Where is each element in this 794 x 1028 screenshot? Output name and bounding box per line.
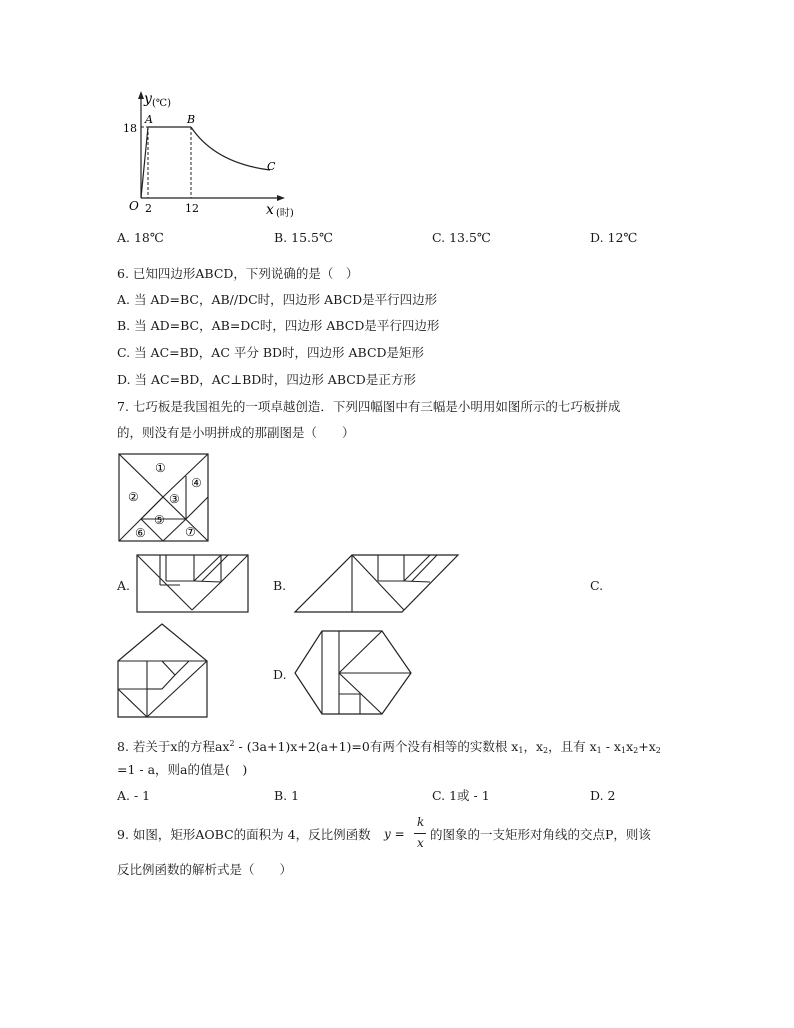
curve-bc bbox=[191, 127, 270, 170]
tangram-square bbox=[118, 453, 210, 543]
q8-sub-5: 2 bbox=[633, 746, 639, 755]
line-oa bbox=[141, 127, 148, 198]
q8-sub-6: 2 bbox=[655, 746, 661, 755]
q7-figure-a[interactable] bbox=[136, 554, 250, 614]
x-axis-arrow bbox=[277, 195, 285, 201]
q8-text-3: ，x bbox=[523, 739, 544, 754]
q7-figure-b[interactable] bbox=[294, 554, 460, 614]
q8-text-6: x bbox=[626, 739, 634, 754]
piece-7-label: ⑦ bbox=[185, 525, 196, 539]
q9-denominator: x bbox=[417, 836, 424, 850]
q9-stem-line2: 反比例函数的解析式是（ ） bbox=[117, 862, 293, 877]
q9-stem-part2: 的图象的一支矩形对角线的交点P，则该 bbox=[430, 827, 651, 842]
q6-option-b[interactable]: B. 当 AD=BC，AB=DC时，四边形 ABCD是平行四边形 bbox=[117, 318, 440, 333]
point-c-label: C bbox=[267, 160, 276, 173]
y-axis-label: y bbox=[144, 91, 152, 107]
q8-sub-4: 1 bbox=[620, 746, 627, 755]
x-unit-label: (时) bbox=[276, 208, 294, 219]
q8-sub-3: 1 bbox=[596, 746, 602, 755]
piece-4-label: ④ bbox=[191, 476, 202, 490]
q8-option-a[interactable]: A. - 1 bbox=[117, 788, 151, 803]
q7-stem-line1: 7. 七巧板是我国祖先的一项卓越创造．下列四幅图中有三幅是小明用如图所示的七巧板拼成 bbox=[117, 399, 621, 414]
q8-option-b[interactable]: B. 1 bbox=[274, 788, 300, 803]
q6-stem: 6. 已知四边形ABCD，下列说确的是（ ） bbox=[117, 266, 359, 281]
q7-figure-d[interactable] bbox=[294, 630, 414, 716]
piece-3-label: ③ bbox=[169, 492, 180, 506]
x-axis-label: x bbox=[266, 202, 274, 218]
q8-text-7: +x bbox=[638, 739, 656, 754]
q8-text-2: - (3a+1)x+2(a+1)=0有两个没有相等的实数根 x bbox=[234, 739, 519, 754]
q7-label-d[interactable]: D. bbox=[273, 667, 287, 682]
q8-sq: 2 bbox=[229, 739, 235, 748]
point-b-label: B bbox=[187, 113, 196, 126]
q7-label-b[interactable]: B. bbox=[273, 578, 287, 593]
q7-label-c[interactable]: C. bbox=[590, 578, 604, 593]
q9-numerator: k bbox=[417, 815, 425, 829]
q9-stem-part1: 9. 如图，矩形AOBC的面积为 4，反比例函数 bbox=[117, 827, 371, 842]
q7-label-a[interactable]: A. bbox=[117, 578, 131, 593]
q5-option-b[interactable]: B. 15.5℃ bbox=[274, 230, 333, 245]
q5-option-a[interactable]: A. 18℃ bbox=[117, 230, 164, 245]
q6-option-d[interactable]: D. 当 AC=BD，AC⊥BD时，四边形 ABCD是正方形 bbox=[117, 372, 416, 387]
q5-option-d[interactable]: D. 12℃ bbox=[590, 230, 638, 245]
temperature-graph bbox=[110, 88, 310, 223]
q8-text-1: 8. 若关于x的方程ax bbox=[117, 739, 230, 754]
origin-label: O bbox=[129, 199, 139, 213]
q7-stem-line2: 的，则没有是小明拼成的那副图是（ ） bbox=[117, 425, 355, 440]
q5-option-c[interactable]: C. 13.5℃ bbox=[432, 230, 491, 245]
q8-option-d[interactable]: D. 2 bbox=[590, 788, 616, 803]
point-a-label: A bbox=[145, 113, 153, 126]
piece-6-label: ⑥ bbox=[135, 526, 146, 540]
x-tick-12: 12 bbox=[185, 202, 199, 215]
q8-option-c[interactable]: C. 1或 - 1 bbox=[432, 788, 490, 803]
piece-1-label: ① bbox=[155, 461, 166, 475]
q8-text-4: ，且有 x bbox=[548, 739, 597, 754]
q8-stem-line2: =1 - a，则a的值是( ) bbox=[117, 762, 248, 777]
y-tick-18: 18 bbox=[123, 122, 137, 135]
q9-fraction-bar bbox=[414, 833, 426, 834]
x-tick-2: 2 bbox=[145, 202, 152, 215]
q6-option-c[interactable]: C. 当 AC=BD，AC 平分 BD时，四边形 ABCD是矩形 bbox=[117, 345, 425, 360]
q6-option-a[interactable]: A. 当 AD=BC，AB//DC时，四边形 ABCD是平行四边形 bbox=[117, 292, 438, 307]
q8-sub-1: 1 bbox=[518, 746, 524, 755]
q8-sub-2: 2 bbox=[543, 746, 549, 755]
q8-text-5: - x bbox=[601, 739, 621, 754]
piece-2-label: ② bbox=[128, 490, 139, 504]
piece-5-label: ⑤ bbox=[154, 513, 165, 527]
q8-stem-line1 bbox=[117, 736, 661, 759]
y-unit-label: (℃) bbox=[152, 98, 171, 109]
q9-y-equals: y = bbox=[384, 827, 405, 841]
q7-figure-c[interactable] bbox=[117, 623, 211, 721]
